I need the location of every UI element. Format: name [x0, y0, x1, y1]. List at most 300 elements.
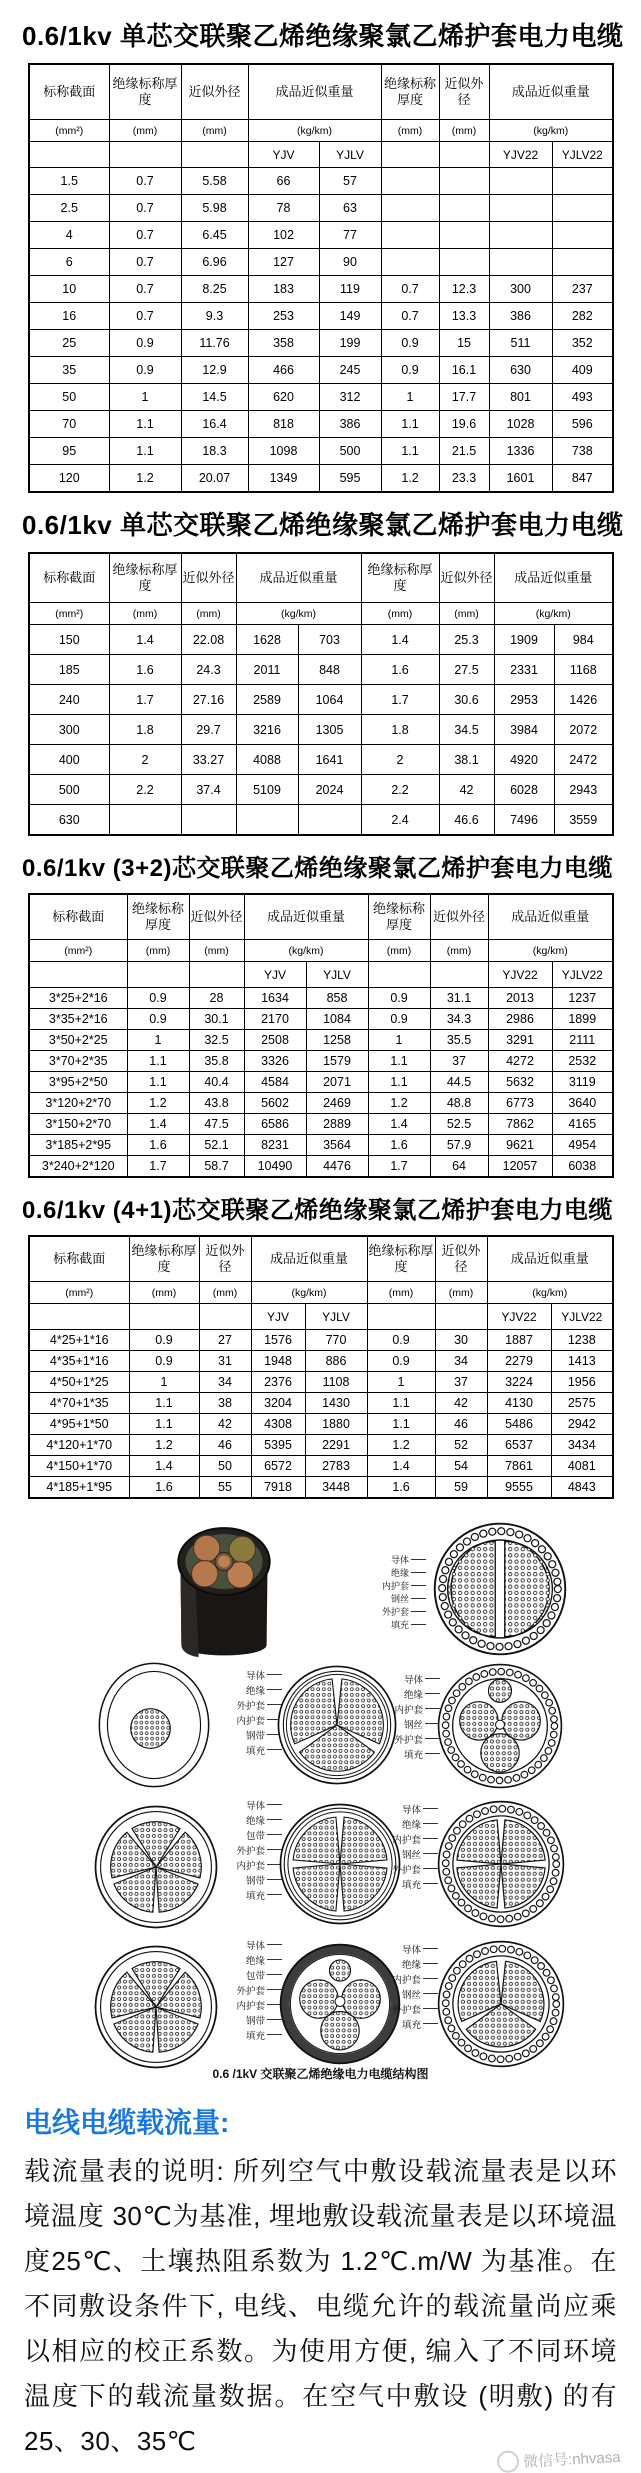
table-cell: YJLV22: [552, 142, 613, 168]
table-cell: 6537: [487, 1435, 551, 1456]
table-row: [29, 553, 613, 603]
table-cell: 47.5: [189, 1114, 244, 1135]
table-cell: 4*70+1*35: [29, 1393, 129, 1414]
table-cell: 500: [29, 775, 109, 805]
table-row: [29, 894, 613, 940]
table-row: [29, 384, 613, 411]
diagram-label: 填充: [391, 1618, 426, 1631]
table-cell: 358: [248, 330, 319, 357]
table-cell: 1.8: [109, 715, 181, 745]
table-cell: 6773: [488, 1093, 552, 1114]
table-cell: 1084: [306, 1009, 368, 1030]
table-cell: 1: [109, 384, 181, 411]
table-cell: 1098: [248, 438, 319, 465]
table-cell: [367, 1304, 435, 1330]
diagram-label: 填充: [246, 1887, 282, 1902]
table-cell: 2279: [487, 1351, 551, 1372]
table-cell: 34: [199, 1372, 251, 1393]
table-cell: 511: [489, 330, 552, 357]
ampacity-heading: 电线电缆载流量:: [24, 2107, 230, 2138]
table-cell: 32.5: [189, 1030, 244, 1051]
table-cell: 46: [199, 1435, 251, 1456]
table-cell: 858: [306, 988, 368, 1009]
table-cell: 1.1: [129, 1393, 199, 1414]
diagram-label: 填充: [246, 1742, 282, 1757]
diagram-3plus1-armored: [436, 1657, 564, 1795]
table-cell: 0.7: [109, 195, 181, 222]
table-cell: 9621: [488, 1135, 552, 1156]
table-cell: [489, 222, 552, 249]
table-cell: 1.4: [367, 1456, 435, 1477]
table-cell: 984: [554, 625, 613, 655]
table-cell: 149: [319, 303, 381, 330]
table-cell: 95: [29, 438, 109, 465]
table-cell: 58.7: [189, 1156, 244, 1178]
diagram-label: 填充: [404, 1746, 440, 1761]
table-cell: 近似外径: [189, 894, 244, 940]
table-cell: 1336: [489, 438, 552, 465]
table-cell: (mm): [439, 603, 494, 625]
diagram-labels-row3-mid: [212, 1797, 282, 1902]
table-cell: [181, 142, 248, 168]
table-cell: 3*95+2*50: [29, 1072, 127, 1093]
table-cell: 34.5: [439, 715, 494, 745]
table-cell: 12.3: [439, 276, 489, 303]
table-cell: 300: [29, 715, 109, 745]
table-cell: 1430: [305, 1393, 367, 1414]
table-cell: 0.9: [127, 988, 189, 1009]
table-cell: 6.96: [181, 249, 248, 276]
table-cell: 1.2: [129, 1435, 199, 1456]
table-cell: 0.7: [109, 168, 181, 195]
table-cell: [29, 142, 109, 168]
table-cell: 4476: [306, 1156, 368, 1178]
table-cell: 90: [319, 249, 381, 276]
table-cell: 2575: [551, 1393, 613, 1414]
table-cell: 1.2: [381, 465, 439, 493]
table-cell: 57: [319, 168, 381, 195]
table-cell: 0.7: [109, 303, 181, 330]
table-cell: 1349: [248, 465, 319, 493]
table-cell: 近似外径: [439, 64, 489, 120]
table-cell: 1.4: [368, 1114, 430, 1135]
diagram-label: 包带: [246, 1967, 282, 1982]
table-cell: 30.6: [439, 685, 494, 715]
table-cell: (mm²): [29, 120, 109, 142]
table-cell: 2011: [236, 655, 298, 685]
table-cell: 386: [489, 303, 552, 330]
table-cell: 绝缘标称厚度: [368, 894, 430, 940]
table-cell: [439, 168, 489, 195]
diagram-labels-row4-right: [380, 1941, 438, 2031]
cable-spec-table-1: [28, 63, 614, 493]
table-cell: 1899: [552, 1009, 613, 1030]
table-cell: 1.4: [361, 625, 439, 655]
table-cell: 3*35+2*16: [29, 1009, 127, 1030]
table-cell: 12057: [488, 1156, 552, 1178]
table-cell: 23.3: [439, 465, 489, 493]
table-cell: 1.6: [368, 1135, 430, 1156]
diagram-label: 外护套: [382, 1605, 426, 1618]
table-cell: 17.7: [439, 384, 489, 411]
table-cell: (kg/km): [494, 603, 613, 625]
table-cell: 30.1: [189, 1009, 244, 1030]
diagram-label: 内护套: [382, 1579, 426, 1592]
table-cell: 1: [367, 1372, 435, 1393]
table-cell: [435, 1304, 487, 1330]
table-cell: [381, 195, 439, 222]
table-cell: 0.9: [129, 1330, 199, 1351]
table-cell: 近似外径: [430, 894, 488, 940]
table-cell: 6572: [251, 1456, 305, 1477]
table-row: [29, 357, 613, 384]
diagram-2core-armored: [432, 1515, 568, 1663]
table-cell: 1.4: [129, 1456, 199, 1477]
table-cell: (kg/km): [244, 940, 368, 962]
table-cell: [381, 249, 439, 276]
table-cell: (kg/km): [236, 603, 361, 625]
diagram-label: 导体: [402, 1941, 438, 1956]
table-cell: 3640: [552, 1093, 613, 1114]
table-cell: 1956: [551, 1372, 613, 1393]
table-cell: 1.1: [368, 1051, 430, 1072]
table-cell: [439, 195, 489, 222]
diagram-label: 外护套: [392, 2001, 438, 2016]
cable-spec-table-4: [28, 1235, 614, 1499]
table-cell: 9.3: [181, 303, 248, 330]
diagram-label: 包带: [246, 1827, 282, 1842]
diagram-label: 内护套: [236, 1857, 282, 1872]
section-title-3: 0.6/1kv (3+2)芯交联聚乙烯绝缘聚氯乙烯护套电力电缆: [22, 855, 613, 882]
table-cell: 38.1: [439, 745, 494, 775]
table-cell: 4165: [552, 1114, 613, 1135]
table-cell: [109, 805, 181, 836]
table-cell: 2072: [554, 715, 613, 745]
table-cell: (mm): [109, 120, 181, 142]
table-cell: 55: [199, 1477, 251, 1499]
diagram-label: 钢丝: [391, 1592, 426, 1605]
table-cell: 2942: [551, 1414, 613, 1435]
table-cell: 5109: [236, 775, 298, 805]
table-cell: 0.9: [367, 1351, 435, 1372]
table-cell: 1948: [251, 1351, 305, 1372]
table-row: [29, 195, 613, 222]
diagram-label: 导体: [246, 1667, 282, 1682]
table-row: [29, 1135, 613, 1156]
table-cell: 386: [319, 411, 381, 438]
table-cell: YJLV: [306, 962, 368, 988]
table-cell: 120: [29, 465, 109, 493]
diagram-label: 绝缘: [391, 1566, 426, 1579]
table-cell: [489, 168, 552, 195]
diagram-label: 钢带: [246, 2012, 282, 2027]
table-cell: 282: [552, 303, 613, 330]
table-cell: 6038: [552, 1156, 613, 1178]
table-row: [29, 1393, 613, 1414]
table-cell: (kg/km): [487, 1282, 613, 1304]
table-cell: 42: [435, 1393, 487, 1414]
table-cell: 37: [430, 1051, 488, 1072]
table-cell: 0.7: [381, 276, 439, 303]
table-cell: (mm): [181, 120, 248, 142]
table-cell: 3*25+2*16: [29, 988, 127, 1009]
table-cell: 28: [189, 988, 244, 1009]
diagram-label: 外护套: [394, 1731, 440, 1746]
table-cell: 630: [29, 805, 109, 836]
table-cell: 2331: [494, 655, 554, 685]
table-row: [29, 1009, 613, 1030]
watermark-logo-icon: [497, 2450, 520, 2473]
table-cell: [199, 1304, 251, 1330]
table-cell: 1641: [298, 745, 361, 775]
table-cell: 0.7: [109, 222, 181, 249]
table-cell: 4*35+1*16: [29, 1351, 129, 1372]
table-row: [29, 1282, 613, 1304]
table-cell: [552, 249, 613, 276]
table-cell: 400: [29, 745, 109, 775]
table-cell: 500: [319, 438, 381, 465]
table-cell: 0.7: [381, 303, 439, 330]
table-cell: 46.6: [439, 805, 494, 836]
table-cell: 近似外径: [439, 553, 494, 603]
table-cell: 绝缘标称厚度: [361, 553, 439, 603]
table-cell: (mm): [199, 1282, 251, 1304]
table-cell: 3984: [494, 715, 554, 745]
table-cell: 29.7: [181, 715, 236, 745]
table-cell: 596: [552, 411, 613, 438]
table-cell: 成品近似重量: [236, 553, 361, 603]
diagram-label: 绝缘: [402, 1816, 438, 1831]
table-cell: 10490: [244, 1156, 306, 1178]
table-row: [29, 1372, 613, 1393]
table-cell: 1.1: [127, 1072, 189, 1093]
table-cell: [439, 142, 489, 168]
table-cell: 42: [199, 1414, 251, 1435]
table-cell: 4920: [494, 745, 554, 775]
table-cell: (mm): [109, 603, 181, 625]
table-cell: 22.08: [181, 625, 236, 655]
table-row: [29, 465, 613, 493]
table-cell: 2013: [488, 988, 552, 1009]
table-row: [29, 1030, 613, 1051]
table-cell: 27.16: [181, 685, 236, 715]
table-cell: 35.8: [189, 1051, 244, 1072]
table-cell: 2.2: [109, 775, 181, 805]
diagram-label: 外护套: [236, 1982, 282, 1997]
table-cell: 0.7: [109, 249, 181, 276]
table-cell: 1.7: [127, 1156, 189, 1178]
table-cell: 6586: [244, 1114, 306, 1135]
diagram-3core: [276, 1659, 398, 1791]
table-cell: 57.9: [430, 1135, 488, 1156]
table-cell: [381, 142, 439, 168]
table-cell: [552, 195, 613, 222]
table-cell: 3*240+2*120: [29, 1156, 127, 1178]
table-row: [29, 1051, 613, 1072]
diagram-5sector: [93, 1799, 219, 1935]
table-cell: 7918: [251, 1477, 305, 1499]
table-cell: 16: [29, 303, 109, 330]
table-cell: 1.5: [29, 168, 109, 195]
table-cell: 48.8: [430, 1093, 488, 1114]
table-cell: 20.07: [181, 465, 248, 493]
table-cell: 0.7: [109, 276, 181, 303]
leader-line: [411, 1559, 426, 1560]
table-cell: 3204: [251, 1393, 305, 1414]
table-cell: 2024: [298, 775, 361, 805]
table-cell: 2469: [306, 1093, 368, 1114]
table-row: [29, 276, 613, 303]
table-cell: 成品近似重量: [251, 1236, 367, 1282]
table-cell: 199: [319, 330, 381, 357]
diagram-3core-armored: [436, 1933, 566, 2075]
table-cell: 2508: [244, 1030, 306, 1051]
diagram-label: 内护套: [394, 1701, 440, 1716]
cable-photo: [168, 1521, 280, 1663]
table-cell: 8.25: [181, 276, 248, 303]
diagram-label: 钢丝: [402, 1986, 438, 2001]
table-cell: [552, 222, 613, 249]
table-cell: 2986: [488, 1009, 552, 1030]
table-cell: 0.9: [127, 1009, 189, 1030]
table-cell: 1.6: [361, 655, 439, 685]
table-cell: 35: [29, 357, 109, 384]
table-cell: 27: [199, 1330, 251, 1351]
table-cell: 1.1: [367, 1393, 435, 1414]
section-title-2: 0.6/1kv 单芯交联聚乙烯绝缘聚氯乙烯护套电力电缆: [22, 510, 624, 540]
diagram-label: 导体: [246, 1937, 282, 1952]
table-cell: 1238: [551, 1330, 613, 1351]
table-cell: [236, 805, 298, 836]
table-cell: 7496: [494, 805, 554, 836]
leader-line: [411, 1572, 426, 1573]
diagram-label: 绝缘: [246, 1812, 282, 1827]
table-cell: 595: [319, 465, 381, 493]
table-cell: 0.9: [109, 330, 181, 357]
table-cell: 1.1: [381, 411, 439, 438]
table-cell: [29, 1304, 129, 1330]
diagram-5sector-2: [93, 1939, 219, 2075]
table-cell: 标称截面: [29, 64, 109, 120]
diagram-label: 内护套: [392, 1971, 438, 1986]
table-cell: 1909: [494, 625, 554, 655]
table-cell: 4*95+1*50: [29, 1414, 129, 1435]
table-cell: 1108: [305, 1372, 367, 1393]
table-cell: (mm): [181, 603, 236, 625]
table-cell: 2953: [494, 685, 554, 715]
table-cell: 1634: [244, 988, 306, 1009]
table-cell: 1.6: [129, 1477, 199, 1499]
table-cell: 成品近似重量: [487, 1236, 613, 1282]
table-row: [29, 1114, 613, 1135]
table-cell: 4*50+1*25: [29, 1372, 129, 1393]
diagram-label: 内护套: [236, 1712, 282, 1727]
table-cell: 1601: [489, 465, 552, 493]
table-cell: 3448: [305, 1477, 367, 1499]
table-cell: 1.2: [368, 1093, 430, 1114]
table-cell: 绝缘标称厚度: [109, 553, 181, 603]
table-row: [29, 411, 613, 438]
table-cell: (mm): [367, 1282, 435, 1304]
diagram-label: 钢丝: [404, 1716, 440, 1731]
diagram-label: 导体: [402, 1801, 438, 1816]
table-cell: 3*150+2*70: [29, 1114, 127, 1135]
table-cell: [298, 805, 361, 836]
table-cell: 2291: [305, 1435, 367, 1456]
table-cell: 1258: [306, 1030, 368, 1051]
table-cell: 1.6: [367, 1477, 435, 1499]
section-title-4: 0.6/1kv (4+1)芯交联聚乙烯绝缘聚氯乙烯护套电力电缆: [22, 1197, 613, 1224]
table-cell: 1.1: [367, 1414, 435, 1435]
table-cell: [29, 962, 127, 988]
table-row: [29, 1093, 613, 1114]
table-cell: 2.2: [361, 775, 439, 805]
table-cell: 240: [29, 685, 109, 715]
cable-structure-diagrams: [0, 1509, 641, 2091]
table-cell: 1579: [306, 1051, 368, 1072]
table-cell: 绝缘标称厚度: [367, 1236, 435, 1282]
table-row: [29, 685, 613, 715]
table-cell: 70: [29, 411, 109, 438]
table-cell: 21.5: [439, 438, 489, 465]
table-cell: 5486: [487, 1414, 551, 1435]
table-cell: [189, 962, 244, 988]
table-cell: 31.1: [430, 988, 488, 1009]
table-cell: 30: [435, 1330, 487, 1351]
table-cell: 185: [29, 655, 109, 685]
table-cell: [381, 222, 439, 249]
table-cell: 1.6: [127, 1135, 189, 1156]
table-cell: 1.1: [368, 1072, 430, 1093]
table-cell: [127, 962, 189, 988]
table-cell: YJV22: [487, 1304, 551, 1330]
table-cell: (kg/km): [251, 1282, 367, 1304]
table-cell: 1.6: [109, 655, 181, 685]
table-row: [29, 249, 613, 276]
table-cell: 11.76: [181, 330, 248, 357]
table-cell: 50: [29, 384, 109, 411]
table-cell: 35.5: [430, 1030, 488, 1051]
table-cell: (mm): [430, 940, 488, 962]
table-cell: 37.4: [181, 775, 236, 805]
table-cell: 1413: [551, 1351, 613, 1372]
table-cell: 2783: [305, 1456, 367, 1477]
table-cell: 102: [248, 222, 319, 249]
diagram-labels-row4-mid: [212, 1937, 282, 2042]
table-cell: 2589: [236, 685, 298, 715]
table-cell: 703: [298, 625, 361, 655]
watermark-text: 微信号:nhvasa: [523, 2448, 622, 2471]
table-row: [29, 222, 613, 249]
table-cell: YJV22: [488, 962, 552, 988]
table-cell: 1: [368, 1030, 430, 1051]
table-cell: 19.6: [439, 411, 489, 438]
table-cell: 409: [552, 357, 613, 384]
table-cell: 2: [361, 745, 439, 775]
table-cell: 1.7: [368, 1156, 430, 1178]
table-cell: 标称截面: [29, 1236, 129, 1282]
table-cell: 1.7: [109, 685, 181, 715]
table-cell: 2.4: [361, 805, 439, 836]
leader-line: [411, 1585, 426, 1586]
table-cell: 0.9: [381, 357, 439, 384]
table-cell: [430, 962, 488, 988]
table-cell: 4*185+1*95: [29, 1477, 129, 1499]
table-cell: 3434: [551, 1435, 613, 1456]
table-cell: 标称截面: [29, 894, 127, 940]
table-row: [29, 940, 613, 962]
table-cell: 150: [29, 625, 109, 655]
